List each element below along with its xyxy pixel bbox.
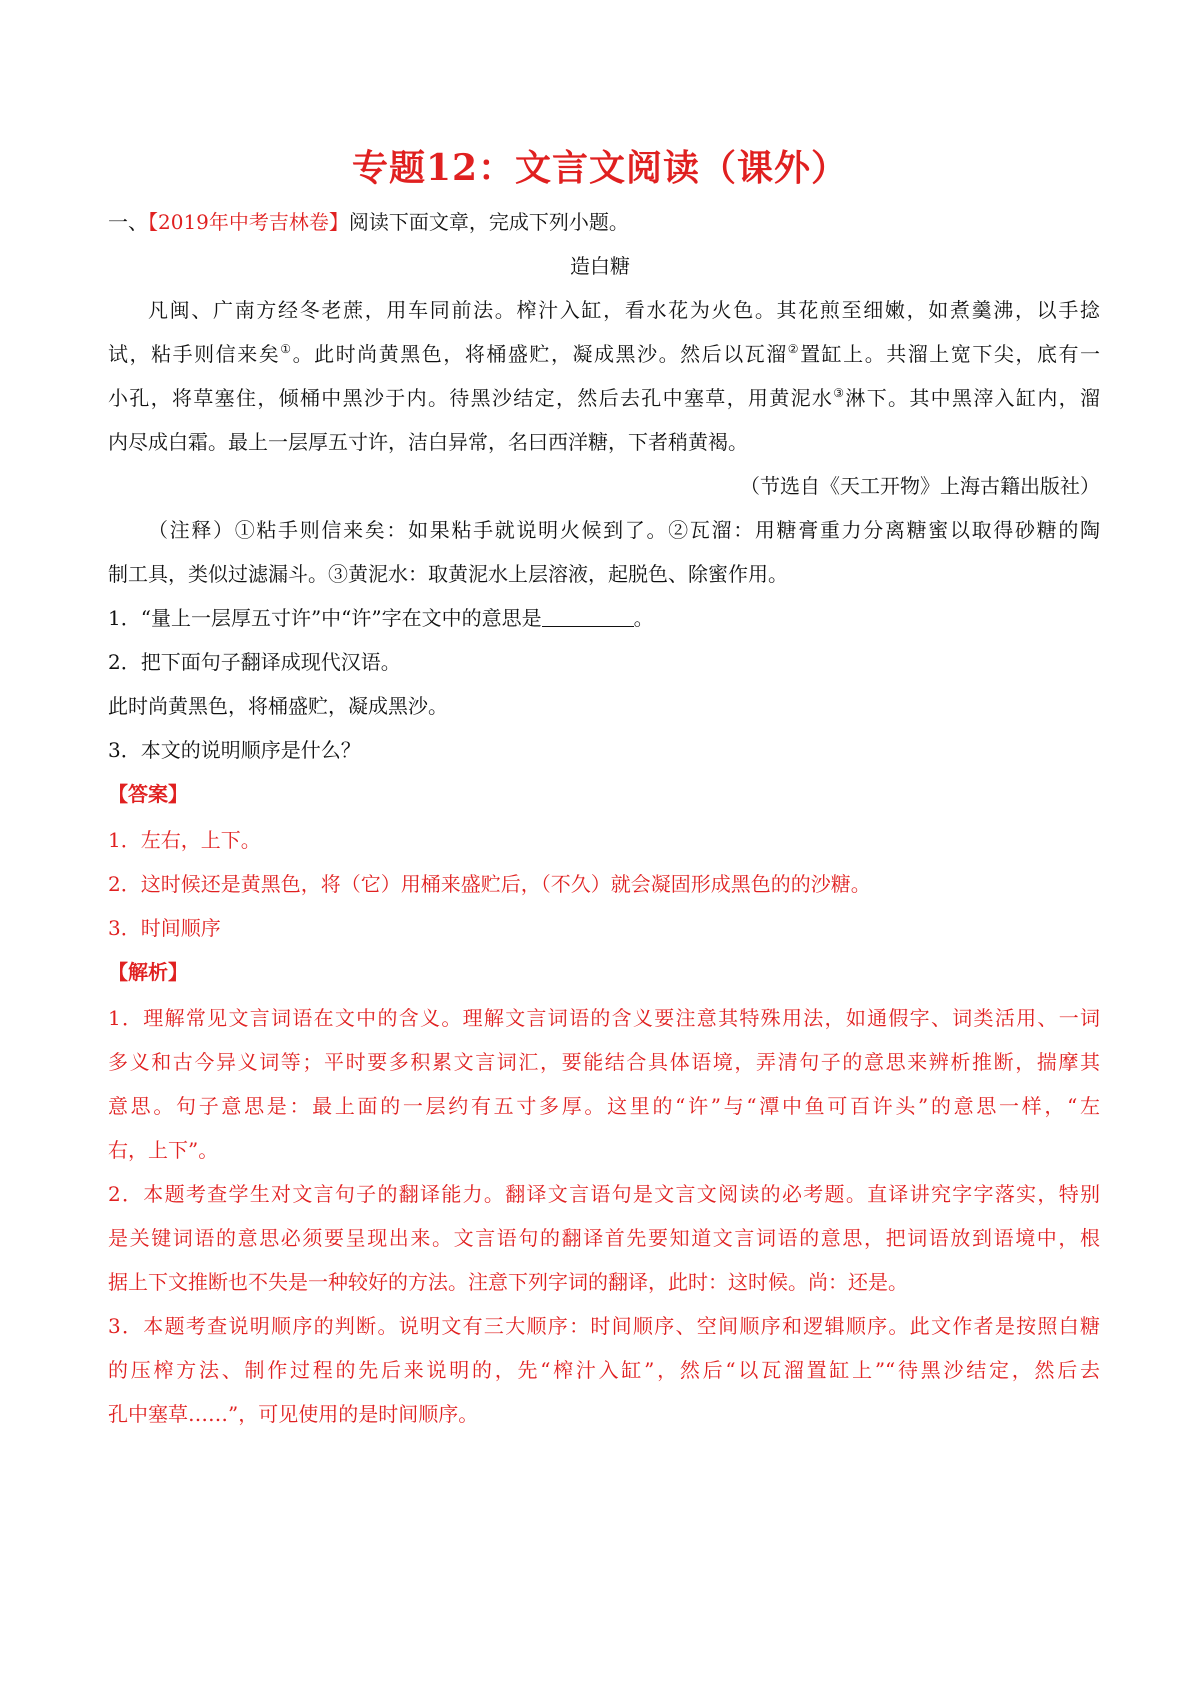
intro-text: 阅读下面文章，完成下列小题。 xyxy=(348,210,629,234)
analysis-line: 据上下文推断也不失是一种较好的方法。注意下列字词的翻译，此时：这时候。尚：还是。 xyxy=(108,1270,908,1294)
passage-line-4: 内尽成白霜。最上一层厚五寸许，洁白异常，名曰西洋糖，下者稍黄褐。 xyxy=(108,430,748,454)
passage-text: 淋下。其中黑滓入缸内，溜 xyxy=(845,386,1101,410)
analysis-line: 2．本题考查学生对文言句子的翻译能力。翻译文言语句是文言文阅读的必考题。直译讲究字字落实，特别 xyxy=(108,1182,1100,1206)
passage-text: 小孔，将草塞住，倾桶中黑沙于内。待黑沙结定，然后去孔中塞草，用黄泥水 xyxy=(108,386,834,410)
analysis-line: 1．理解常见文言词语在文中的含义。理解文言词语的含义要注意其特殊用法，如通假字、词类活用、一词 xyxy=(108,1006,1100,1030)
question-1-end: 。 xyxy=(633,606,654,630)
note-marker-1: ① xyxy=(280,342,293,356)
passage-line-1: 凡闽、广南方经冬老蔗，用车同前法。榨汁入缸，看水花为火色。其花煎至细嫩，如煮羹沸，以手捻 xyxy=(148,298,1100,322)
question-2-sentence: 此时尚黄黑色，将桶盛贮，凝成黑沙。 xyxy=(108,694,448,718)
passage-line-2 xyxy=(108,340,1100,368)
passage-text: 试，粘手则信来矣 xyxy=(108,342,281,366)
question-1 xyxy=(108,604,1100,632)
passage-source: （节选自《天工开物》上海古籍出版社） xyxy=(740,474,1100,498)
question-1-text: 1．“量上一层厚五寸许”中“许”字在文中的意思是 xyxy=(108,606,542,630)
answer-blank xyxy=(542,608,634,627)
analysis-heading: 【解析】 xyxy=(108,960,188,984)
analysis-line: 的压榨方法、制作过程的先后来说明的，先“榨汁入缸”，然后“以瓦溜置缸上”“待黑沙结定，然后去 xyxy=(108,1358,1100,1382)
passage-text: 置缸上。共溜上宽下尖，底有一 xyxy=(800,342,1101,366)
answer-item-2: 2．这时候还是黄黑色，将（它）用桶来盛贮后，（不久）就会凝固形成黑色的的沙糖。 xyxy=(108,872,871,896)
question-2: 2．把下面句子翻译成现代汉语。 xyxy=(108,650,401,674)
intro-prefix: 一、 xyxy=(108,210,148,234)
analysis-line: 多义和古今异义词等；平时要多积累文言词汇，要能结合具体语境，弄清句子的意思来辨析推断，揣摩其 xyxy=(108,1050,1100,1074)
notes-line-2: 制工具，类似过滤漏斗。③黄泥水：取黄泥水上层溶液，起脱色、除蜜作用。 xyxy=(108,562,788,586)
passage-line-3 xyxy=(108,384,1100,412)
answer-item-1: 1．左右，上下。 xyxy=(108,828,261,852)
analysis-line: 孔中塞草……”，可见使用的是时间顺序。 xyxy=(108,1402,479,1426)
intro-source: 【2019年中考吉林卷】 xyxy=(148,210,349,234)
intro-line xyxy=(108,208,1100,236)
page-title: 专题12：文言文阅读（课外） xyxy=(351,147,849,189)
analysis-line: 右，上下”。 xyxy=(108,1138,219,1162)
passage-title: 造白糖 xyxy=(570,254,630,278)
answer-item-3: 3．时间顺序 xyxy=(108,916,221,940)
question-3: 3．本文的说明顺序是什么？ xyxy=(108,738,361,762)
answer-heading: 【答案】 xyxy=(108,782,188,806)
analysis-line: 是关键词语的意思必须要呈现出来。文言语句的翻译首先要知道文言词语的意思，把词语放到语境中，根 xyxy=(108,1226,1100,1250)
notes-line-1: （注释）①粘手则信来矣：如果粘手就说明火候到了。②瓦溜：用糖膏重力分离糖蜜以取得砂糖的陶 xyxy=(148,518,1100,542)
passage-text: 。此时尚黄黑色，将桶盛贮，凝成黑沙。然后以瓦溜 xyxy=(292,342,788,366)
analysis-line: 意思。句子意思是：最上面的一层约有五寸多厚。这里的“许”与“潭中鱼可百许头”的意思一样，“左 xyxy=(108,1094,1100,1118)
note-marker-3: ③ xyxy=(833,386,846,400)
analysis-line: 3．本题考查说明顺序的判断。说明文有三大顺序：时间顺序、空间顺序和逻辑顺序。此文作者是按照白糖 xyxy=(108,1314,1100,1338)
note-marker-2: ② xyxy=(787,342,801,356)
